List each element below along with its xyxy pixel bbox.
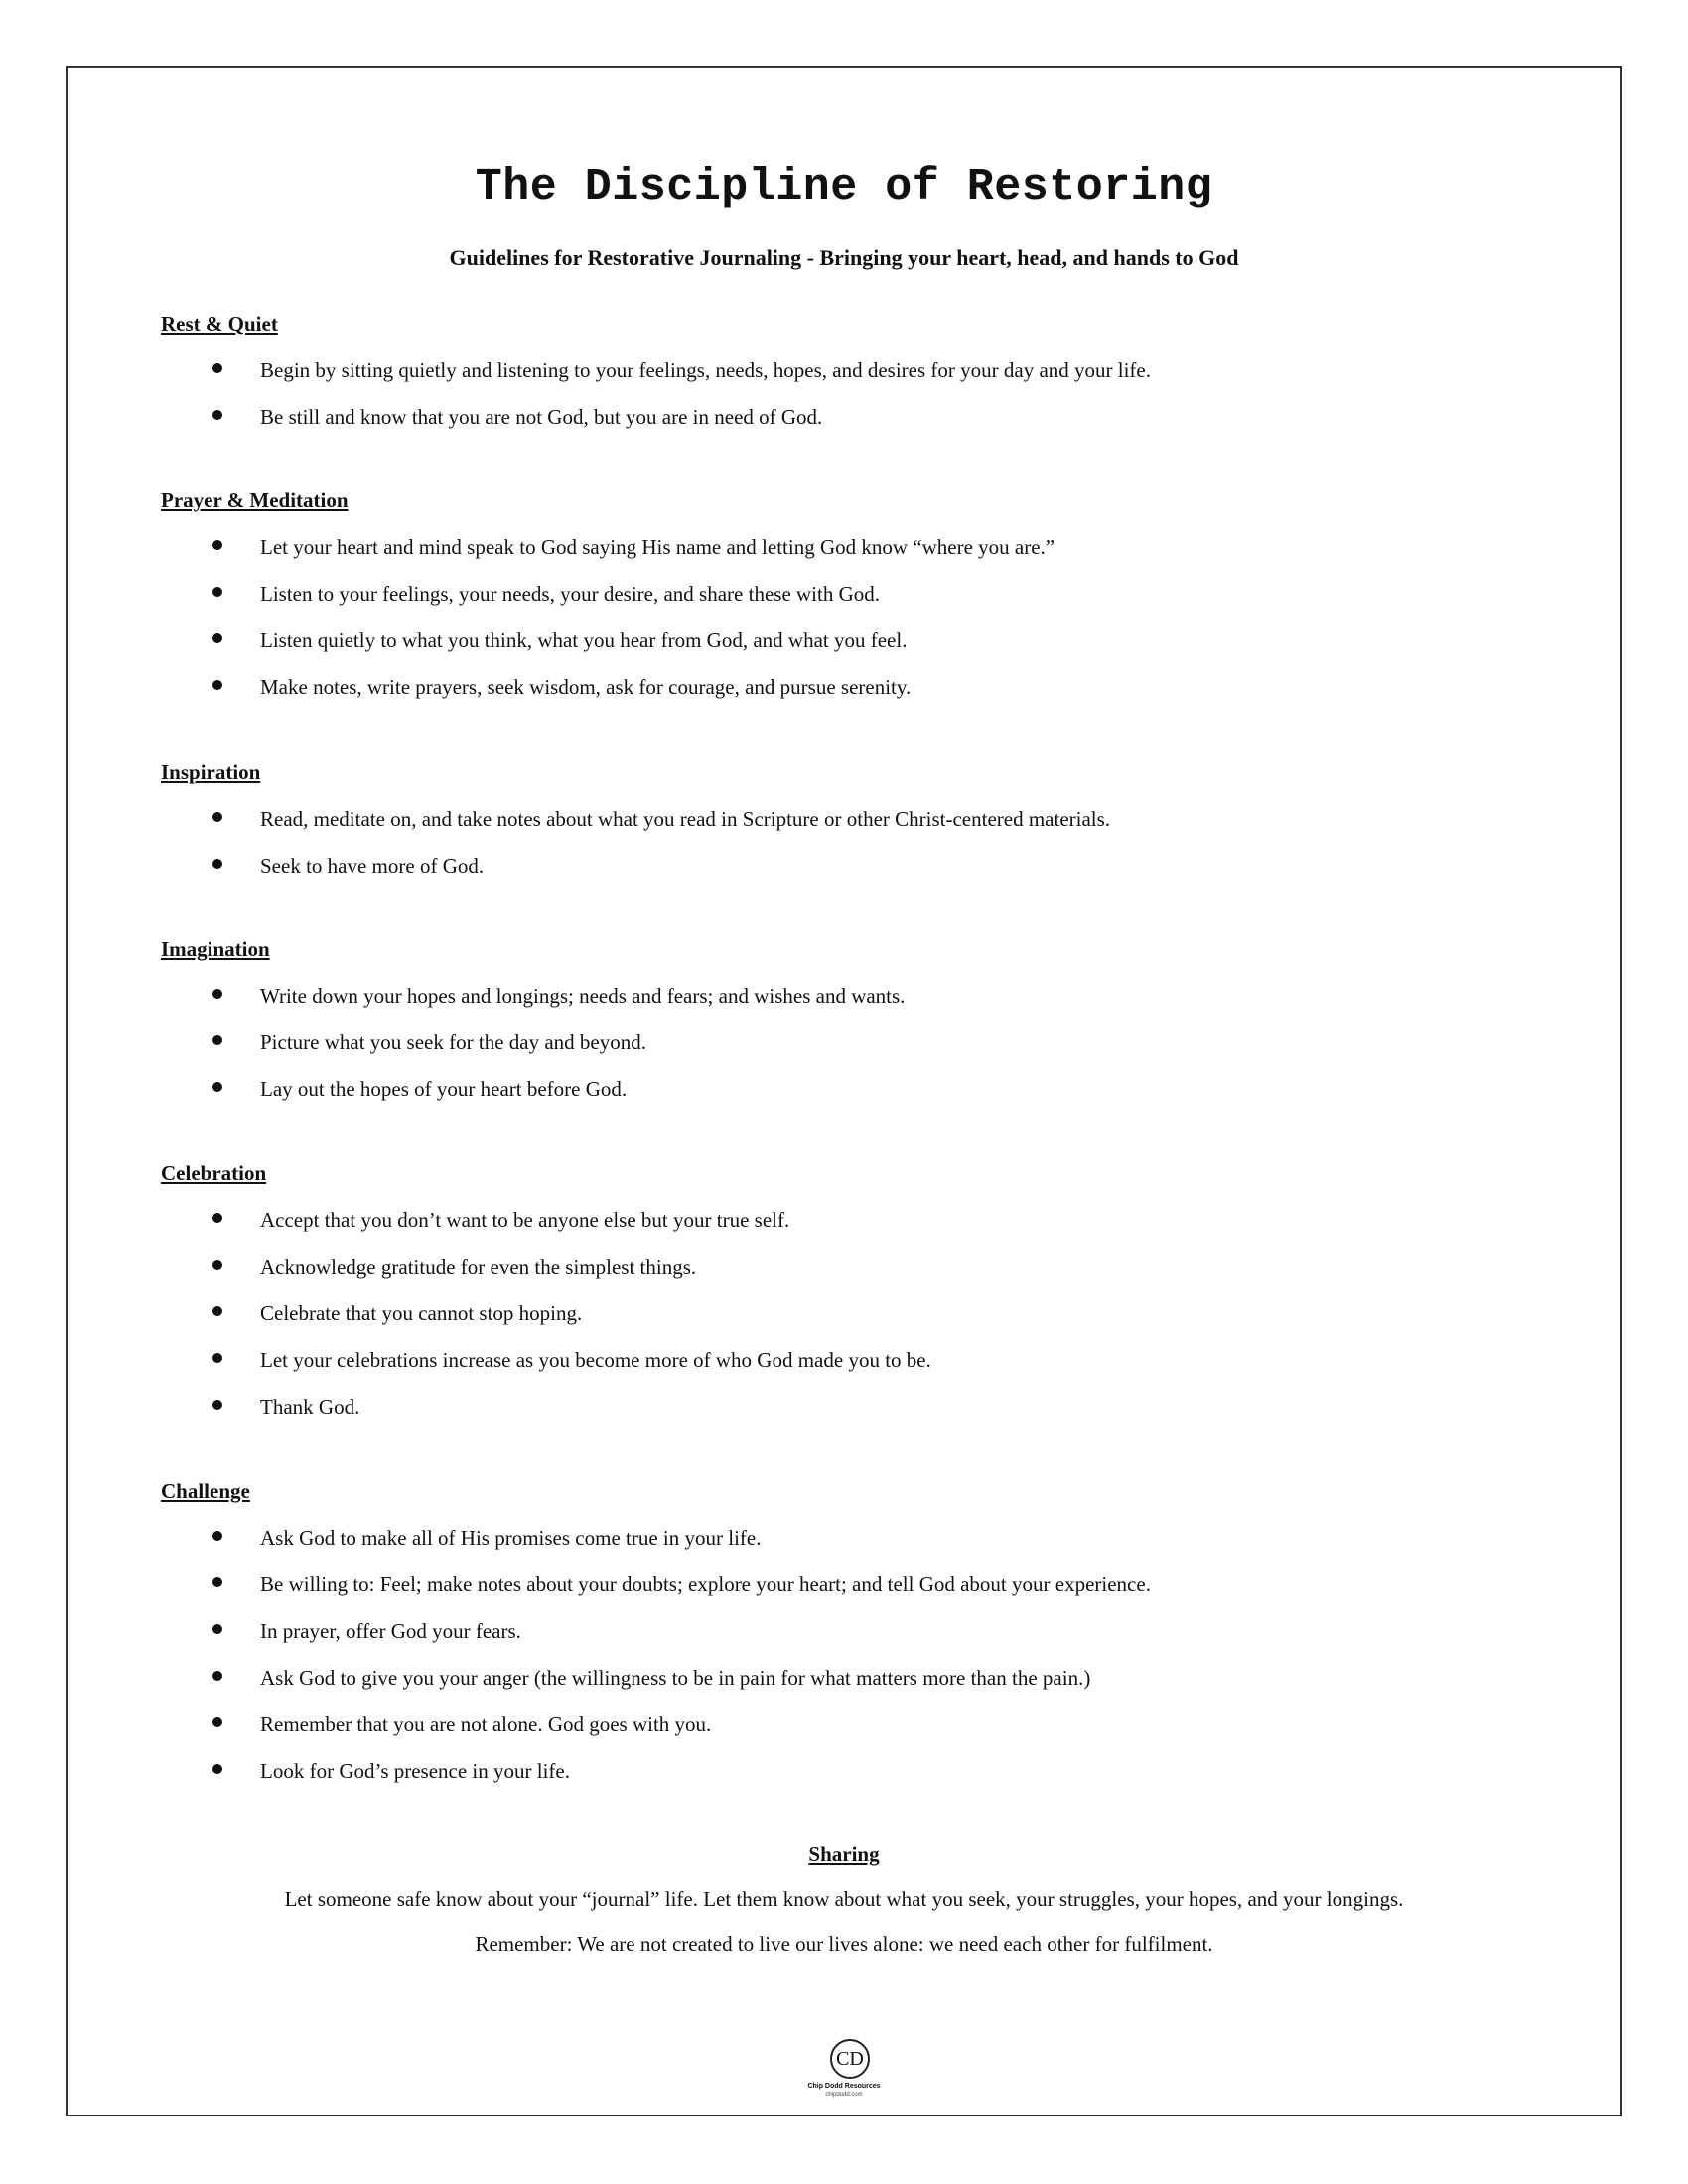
bullet-icon bbox=[212, 587, 222, 597]
sharing-line: Let someone safe know about your “journal” life. Let them know about what you seek, your struggles, your hopes, and your longings. bbox=[284, 1887, 1404, 1911]
bullet-icon bbox=[212, 1577, 222, 1587]
list-item: Let your celebrations increase as you become more of who God made you to be. bbox=[260, 1348, 931, 1372]
logo-url: chipdodd.com bbox=[825, 2092, 863, 2098]
list-item: Let your heart and mind speak to God saying His name and letting God know “where you are.” bbox=[260, 535, 1055, 559]
list-item: Listen quietly to what you think, what you hear from God, and what you feel. bbox=[260, 628, 908, 652]
section-heading-rest-quiet: Rest & Quiet bbox=[161, 312, 278, 336]
sharing-line: Remember: We are not created to live our lives alone: we need each other for fulfilment. bbox=[475, 1932, 1213, 1956]
bullet-icon bbox=[212, 989, 222, 999]
list-item: Make notes, write prayers, seek wisdom, ask for courage, and pursue serenity. bbox=[260, 675, 912, 699]
list-item: Acknowledge gratitude for even the simplest things. bbox=[260, 1255, 697, 1279]
sharing-heading: Sharing bbox=[808, 1843, 880, 1866]
section-heading-challenge: Challenge bbox=[161, 1479, 250, 1503]
bullet-icon bbox=[212, 1717, 222, 1727]
page-subtitle: Guidelines for Restorative Journaling - Bringing your heart, head, and hands to God bbox=[449, 245, 1239, 270]
logo-name: Chip Dodd Resources bbox=[807, 2083, 881, 2090]
section-heading-inspiration: Inspiration bbox=[161, 760, 261, 784]
list-item: Ask God to give you your anger (the willingness to be in pain for what matters more than the pain.) bbox=[260, 1666, 1091, 1690]
bullet-icon bbox=[212, 410, 222, 420]
list-item: Listen to your feelings, your needs, your desire, and share these with God. bbox=[260, 582, 881, 606]
bullet-icon bbox=[212, 1764, 222, 1774]
bullet-icon bbox=[212, 540, 222, 550]
bullet-icon bbox=[212, 1531, 222, 1541]
bullet-icon bbox=[212, 1213, 222, 1223]
bullet-icon bbox=[212, 1624, 222, 1634]
list-item: Be still and know that you are not God, but you are in need of God. bbox=[260, 405, 823, 429]
bullet-icon bbox=[212, 1306, 222, 1316]
list-item: Celebrate that you cannot stop hoping. bbox=[260, 1301, 583, 1325]
list-item: Ask God to make all of His promises come true in your life. bbox=[260, 1526, 762, 1550]
list-item: Accept that you don’t want to be anyone else but your true self. bbox=[260, 1208, 790, 1232]
section-heading-prayer-meditation: Prayer & Meditation bbox=[161, 488, 349, 512]
list-item: Begin by sitting quietly and listening to your feelings, needs, hopes, and desires for your day and your life. bbox=[260, 358, 1151, 382]
list-item: Remember that you are not alone. God goes with you. bbox=[260, 1712, 712, 1736]
list-item: Look for God’s presence in your life. bbox=[260, 1759, 570, 1783]
bullet-icon bbox=[212, 1035, 222, 1045]
list-item: Thank God. bbox=[260, 1395, 360, 1419]
bullet-icon bbox=[212, 1353, 222, 1363]
section-heading-imagination: Imagination bbox=[161, 937, 270, 961]
list-item: In prayer, offer God your fears. bbox=[260, 1619, 521, 1643]
bullet-icon bbox=[212, 859, 222, 869]
page-title: The Discipline of Restoring bbox=[475, 162, 1213, 212]
bullet-icon bbox=[212, 1260, 222, 1270]
list-item: Write down your hopes and longings; needs and fears; and wishes and wants. bbox=[260, 984, 906, 1008]
bullet-icon bbox=[212, 633, 222, 643]
bullet-icon bbox=[212, 363, 222, 373]
bullet-icon bbox=[212, 812, 222, 822]
list-item: Be willing to: Feel; make notes about your doubts; explore your heart; and tell God about your experience. bbox=[260, 1572, 1151, 1596]
bullet-icon bbox=[212, 1671, 222, 1681]
section-heading-celebration: Celebration bbox=[161, 1161, 267, 1185]
list-item: Lay out the hopes of your heart before God. bbox=[260, 1077, 628, 1101]
bullet-icon bbox=[212, 1400, 222, 1410]
bullet-icon bbox=[212, 680, 222, 690]
list-item: Picture what you seek for the day and beyond. bbox=[260, 1030, 646, 1054]
cd-logo-icon: CD bbox=[830, 2039, 870, 2079]
list-item: Seek to have more of God. bbox=[260, 854, 485, 878]
list-item: Read, meditate on, and take notes about what you read in Scripture or other Christ-centered materials. bbox=[260, 807, 1111, 831]
bullet-icon bbox=[212, 1082, 222, 1092]
